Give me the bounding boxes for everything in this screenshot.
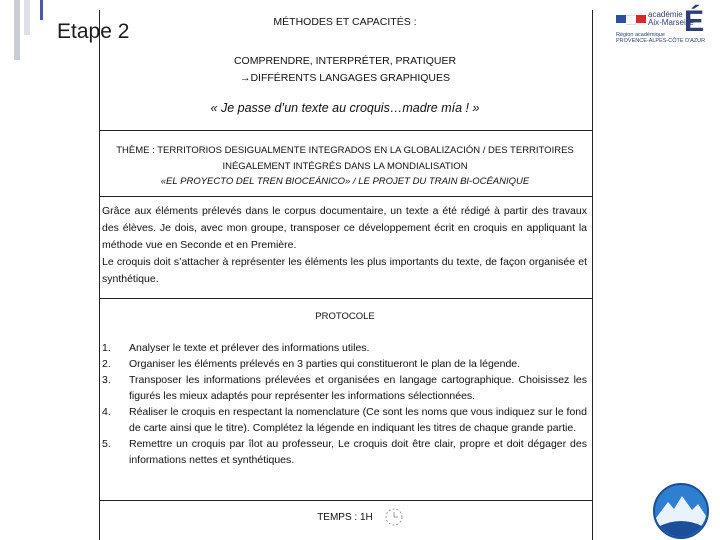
clock-icon (384, 507, 404, 527)
divider (99, 130, 592, 131)
divider (99, 196, 592, 197)
protocol-title: PROTOCOLE (315, 311, 375, 322)
logo-region2: PROVENCE-ALPES-CÔTE D'AZUR (616, 38, 706, 44)
divider (99, 298, 592, 299)
globe-mountain-icon (652, 482, 710, 540)
decorative-bar (14, 0, 20, 60)
theme-line2: INÉGALEMENT INTÉGRÉS DANS LA MONDIALISATION (222, 161, 468, 172)
flag-icon (616, 15, 626, 23)
theme-line3: «EL PROYECTO DEL TREN BIOCEÁNICO» / LE PROJET DU TRAIN BI-OCÉANIQUE (160, 176, 530, 187)
logo-line1: académie (648, 10, 683, 19)
protocol-steps (102, 340, 587, 468)
divider (99, 500, 592, 501)
logo-line2: Aix-Marseille (648, 18, 694, 27)
decorative-bar (40, 0, 43, 20)
quote-title: « Je passe d’un texte au croquis…madre mía ! » (210, 101, 480, 115)
intro-paragraph-1: Grâce aux éléments prélevés dans le corpus documentaire, un texte a été rédigé à partir des travaux des élèves. Je dois, avec mon groupe, transposer ce développement écrit en croquis en appliquant la méthode vue en Seconde et en Première. (102, 205, 587, 251)
header-skills: COMPRENDRE, INTERPRÉTER, PRATIQUER (233, 55, 457, 67)
decorative-bar (24, 0, 30, 35)
list-item: 2. Organiser les éléments prélevés en 3 parties qui constitueront le plan de la légende. (102, 358, 521, 370)
list-item: 1. Analyser le texte et prélever des informations utiles. (102, 342, 370, 354)
logo-letter: É (684, 5, 705, 38)
header-methods: MÉTHODES ET CAPACITÉS : (273, 16, 417, 28)
intro-text (102, 203, 587, 288)
list-item: 4. Réaliser le croquis en respectant la nomenclature (Ce sont les noms que vous indiquez sur le fond de carte ainsi que le titre). Complétez la légende en indiquant les titres de chaque grande partie. (102, 406, 587, 434)
header-languages: →DIFFÉRENTS LANGAGES GRAPHIQUES (239, 72, 451, 84)
theme-line1: THÈME : TERRITORIOS DESIGUALMENTE INTEGRADOS EN LA GLOBALIZACIÓN / DES TERRITOIRES (116, 145, 574, 156)
logo-region1: Région académique (616, 32, 665, 38)
academy-logo (612, 5, 712, 55)
time-label: TEMPS : 1H (317, 512, 373, 523)
list-item: 3. Transposer les informations prélevées et organisées en langage cartographique. Choisissez les figurés les mieux adaptés pour représenter les informations sélectionnées. (102, 374, 587, 402)
intro-paragraph-2: Le croquis doit s’attacher à représenter les éléments les plus importants du texte, de façon organisée et synthétique. (102, 256, 587, 285)
slide-label: Etape 2 (57, 20, 130, 43)
list-item: 5. Remettre un croquis par îlot au professeur, Le croquis doit être clair, propre et doit dégager des informations nettes et synthétiques. (102, 438, 587, 466)
